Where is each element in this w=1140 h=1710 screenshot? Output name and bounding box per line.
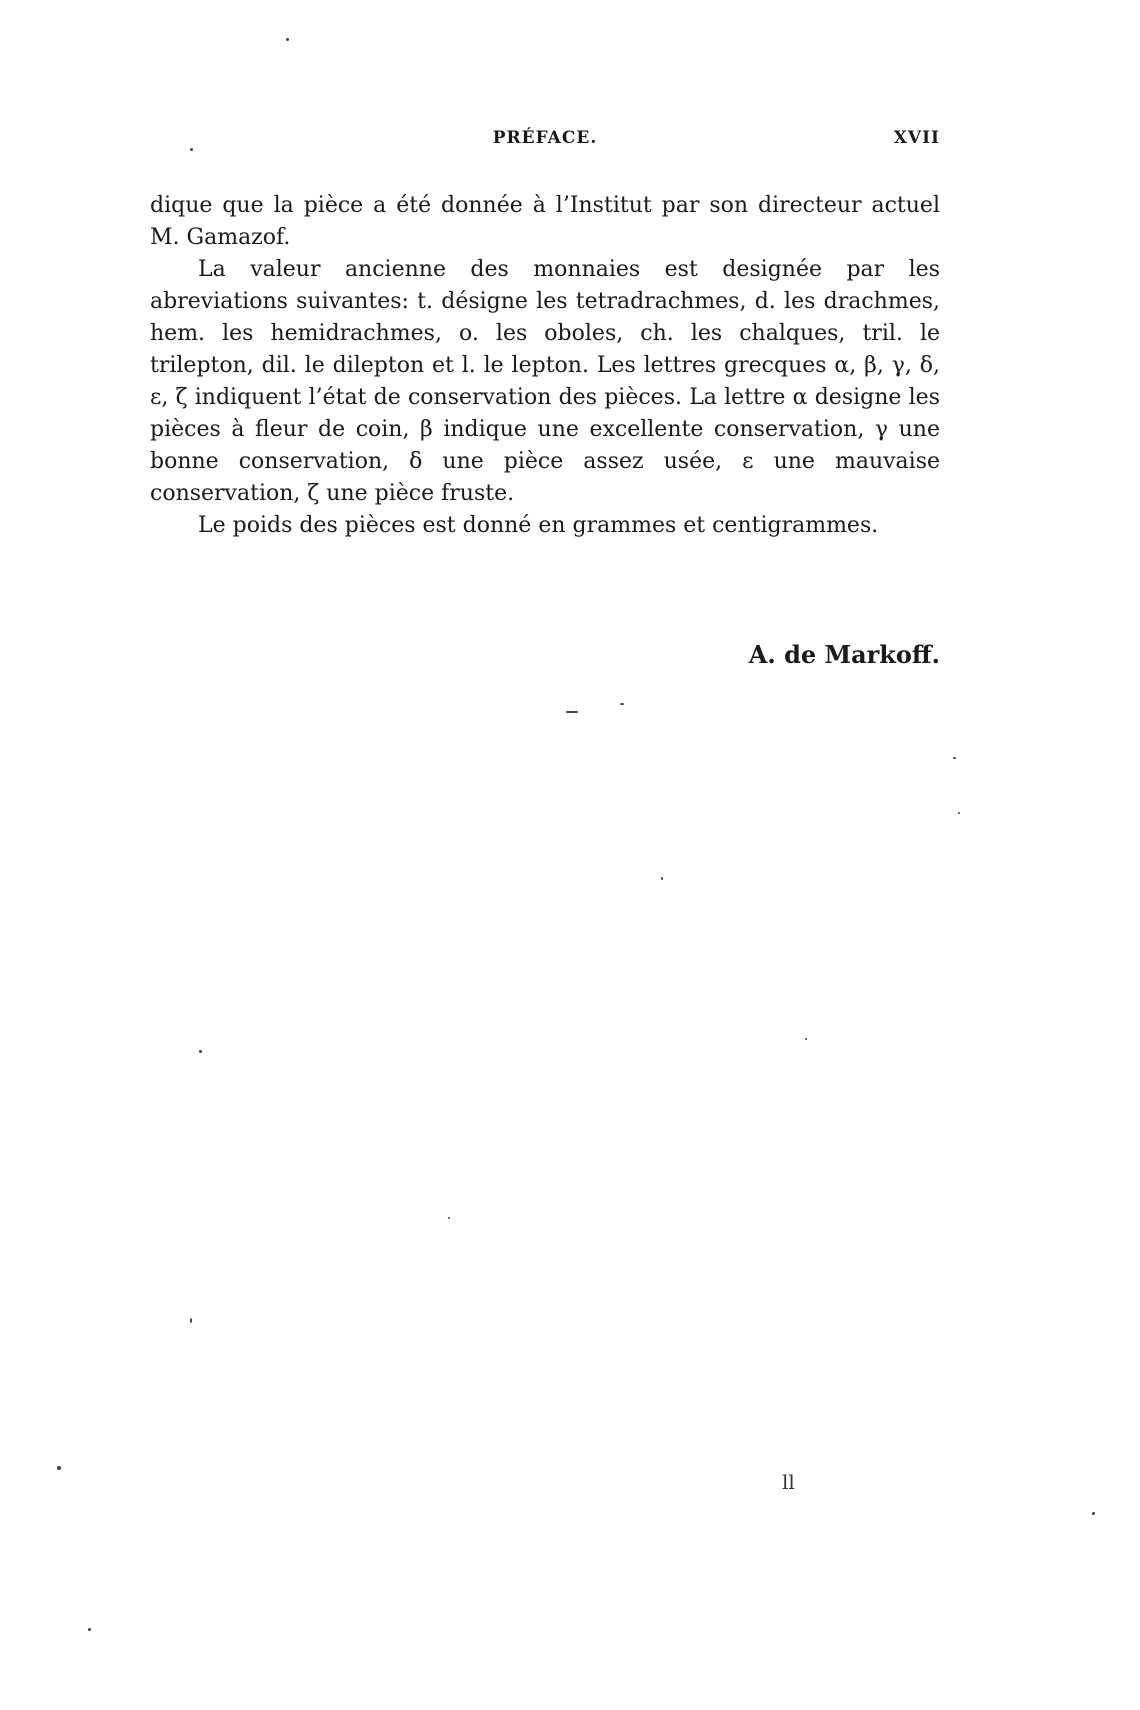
paragraph-weights: Le poids des pièces est donné en grammes et centigrammes. — [198, 513, 879, 538]
running-title: PRÉFACE. — [492, 128, 598, 148]
page-number: XVII — [893, 128, 940, 148]
body-text — [150, 190, 940, 542]
running-head — [150, 128, 940, 158]
scan-speck — [620, 703, 624, 705]
scan-speck — [448, 1217, 450, 1219]
scan-speck — [958, 812, 960, 814]
footer-mark: ll — [782, 1470, 795, 1494]
scan-speck — [286, 38, 289, 41]
scan-speck — [190, 148, 193, 151]
scan-speck — [953, 757, 956, 759]
scan-speck — [805, 1038, 807, 1040]
scan-speck — [190, 1318, 192, 1323]
scan-speck — [661, 877, 663, 880]
paragraph-valuation: La valeur ancienne des monnaies est designée par les abreviations suivantes: t. désigne les tetradrachmes, d. les drachmes, hem. les hemidrachmes, o. les oboles, ch. les chalques, tril. le trilepton, dil. le dilepton et l. le lepton. Les lettres grecques α, β, γ, δ, ε, ζ indiquent l’état de conservation des pièces. La lettre α designe les pièces à fleur de coin, β indique une excellente conservation, γ une bonne conservation, δ une pièce assez usée, ε une mauvaise conservation, ζ une pièce fruste. — [150, 257, 940, 506]
scan-speck — [88, 1628, 91, 1631]
scan-speck — [1092, 1512, 1095, 1515]
author-signature: A. de Markoff. — [748, 640, 940, 669]
scan-speck — [199, 1050, 202, 1053]
paragraph-continuation: dique que la pièce a été donnée à l’Institut par son directeur actuel M. Gamazof. — [150, 193, 940, 250]
scan-speck — [566, 711, 578, 713]
scan-speck — [57, 1466, 61, 1470]
